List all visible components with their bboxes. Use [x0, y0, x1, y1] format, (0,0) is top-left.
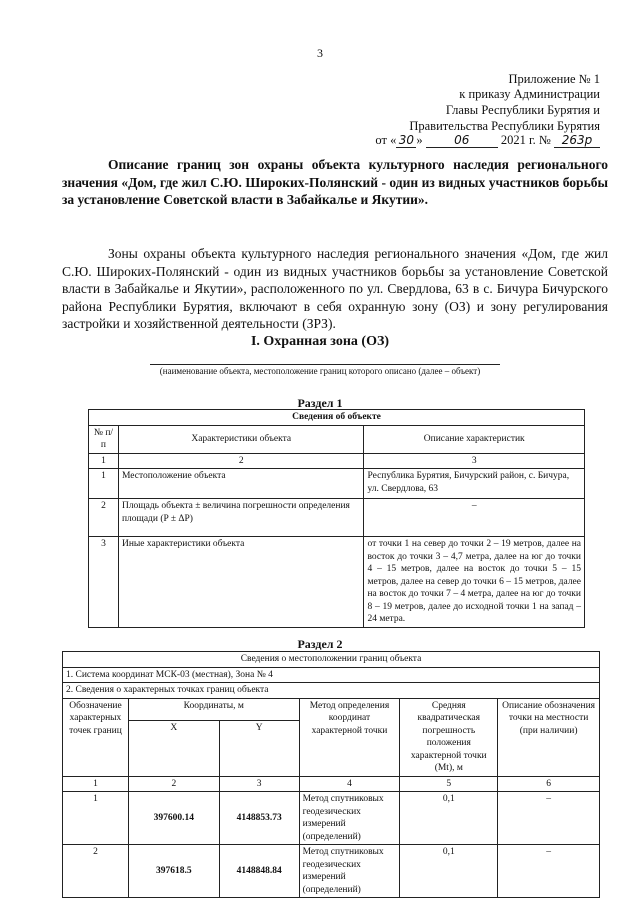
- mark: –: [498, 845, 600, 898]
- characteristic: Иные характеристики объекта: [118, 537, 364, 628]
- table-header: Сведения об объекте: [89, 410, 585, 426]
- method: Метод спутниковых геодезических измерений (определений): [299, 792, 400, 845]
- date-year: 2021 г. №: [500, 133, 551, 147]
- description: Республика Бурятия, Бичурский район, с. Бичура, ул. Свердлова, 63: [364, 469, 585, 499]
- object-info-table: [88, 409, 585, 628]
- point-label: 2: [63, 845, 129, 898]
- column-index: 1: [63, 776, 129, 792]
- error: 0,1: [400, 792, 498, 845]
- section-title: I. Охранная зона (ОЗ): [250, 334, 390, 349]
- order-number: 263р: [554, 133, 600, 148]
- error: 0,1: [400, 845, 498, 898]
- table-row: [89, 499, 585, 537]
- method: Метод спутниковых геодезических измерений (определений): [299, 845, 400, 898]
- column-index: 5: [400, 776, 498, 792]
- characteristic: Местоположение объекта: [118, 469, 364, 499]
- point-label: 1: [63, 792, 129, 845]
- column-index: 3: [364, 453, 585, 469]
- boundary-points-table: [62, 651, 600, 898]
- column-header: Координаты, м: [128, 698, 299, 720]
- coord-y: 4148848.84: [219, 845, 299, 898]
- column-index: 1: [89, 453, 119, 469]
- column-header: Средняя квадратическая погрешность положения характерной точки (Mt), м: [400, 698, 498, 776]
- appendix-line-1: Приложение № 1: [508, 72, 600, 86]
- column-header: Метод определения координат характерной точки: [299, 698, 400, 776]
- document-title: Описание границ зон охраны объекта культурного наследия регионального значения «Дом, где жил С.Ю. Широких-Полянский - один из видных участников борьбы за установление Советской власти в Забайкалье и Якутии».: [62, 157, 608, 207]
- characteristic: Площадь объекта ± величина погрешности определения площади (P ± ΔP): [118, 499, 364, 537]
- row-number: 3: [89, 537, 119, 628]
- coord-x: 397600.14: [128, 792, 219, 845]
- column-header: X: [128, 720, 219, 776]
- razdel-2-title: Раздел 2: [297, 637, 343, 651]
- column-index: 2: [128, 776, 219, 792]
- coord-x: 397618.5: [128, 845, 219, 898]
- underline-caption: (наименование объекта, местоположение границ которого описано (далее – объект): [159, 366, 481, 376]
- table-row: [89, 469, 585, 499]
- table-row: [89, 537, 585, 628]
- coord-y: 4148853.73: [219, 792, 299, 845]
- column-header: Y: [219, 720, 299, 776]
- date-day: 30: [396, 133, 416, 148]
- appendix-line-2: к приказу Администрации: [459, 87, 600, 101]
- column-header: № п/п: [89, 425, 119, 453]
- row-number: 1: [89, 469, 119, 499]
- column-index: 2: [118, 453, 364, 469]
- description: от точки 1 на север до точки 2 – 19 метров, далее на восток до точки 3 – 4,7 метра, далее на юг до точки 4 – 15 метров, далее на восток до точки 5 – 15 метров, далее на север до точки 6 – 15 метров, далее на восток до точки 7 – 4 метра, далее на юг до точки 8 – 19 метров, далее до исходной точки 1 на запад – 24 метра.: [364, 537, 585, 628]
- description: –: [364, 499, 585, 537]
- column-header: Описание обозначения точки на местности (при наличии): [498, 698, 600, 776]
- points-header: 2. Сведения о характерных точках границ объекта: [63, 683, 600, 699]
- date-mid: »: [416, 133, 423, 147]
- table-row: [63, 845, 600, 898]
- date-prefix: от «: [375, 133, 397, 147]
- column-index: 3: [219, 776, 299, 792]
- column-index: 4: [299, 776, 400, 792]
- razdel-1-title: Раздел 1: [297, 396, 343, 410]
- coordinate-system: 1. Система координат МСК-03 (местная), Зона № 4: [63, 667, 600, 683]
- column-header: Обозначение характерных точек границ: [63, 698, 129, 776]
- table-header: Сведения о местоположении границ объекта: [63, 652, 600, 668]
- column-header: Характеристики объекта: [118, 425, 364, 453]
- intro-paragraph: Зоны охраны объекта культурного наследия регионального значения «Дом, где жил С.Ю. Широких-Полянский - один из видных участников борьбы за установление Советской власти в Забайкалье и Якутии», расположенного по ул. Свердлова, 63 в с. Бичура Бичурского района Республики Бурятия, включают в себя охранную зону (ОЗ) и зону регулирования застройки и хозяйственной деятельности (ЗРЗ).: [62, 246, 608, 331]
- object-name-blank: [150, 364, 500, 365]
- order-date-line: [375, 133, 600, 148]
- appendix-line-4: Правительства Республики Бурятия: [409, 119, 600, 133]
- appendix-line-3: Главы Республики Бурятия и: [445, 103, 600, 117]
- table-row: [63, 792, 600, 845]
- column-header: Описание характеристик: [364, 425, 585, 453]
- column-index: 6: [498, 776, 600, 792]
- date-month: 06: [426, 133, 498, 148]
- mark: –: [498, 792, 600, 845]
- page-number: 3: [317, 46, 323, 60]
- row-number: 2: [89, 499, 119, 537]
